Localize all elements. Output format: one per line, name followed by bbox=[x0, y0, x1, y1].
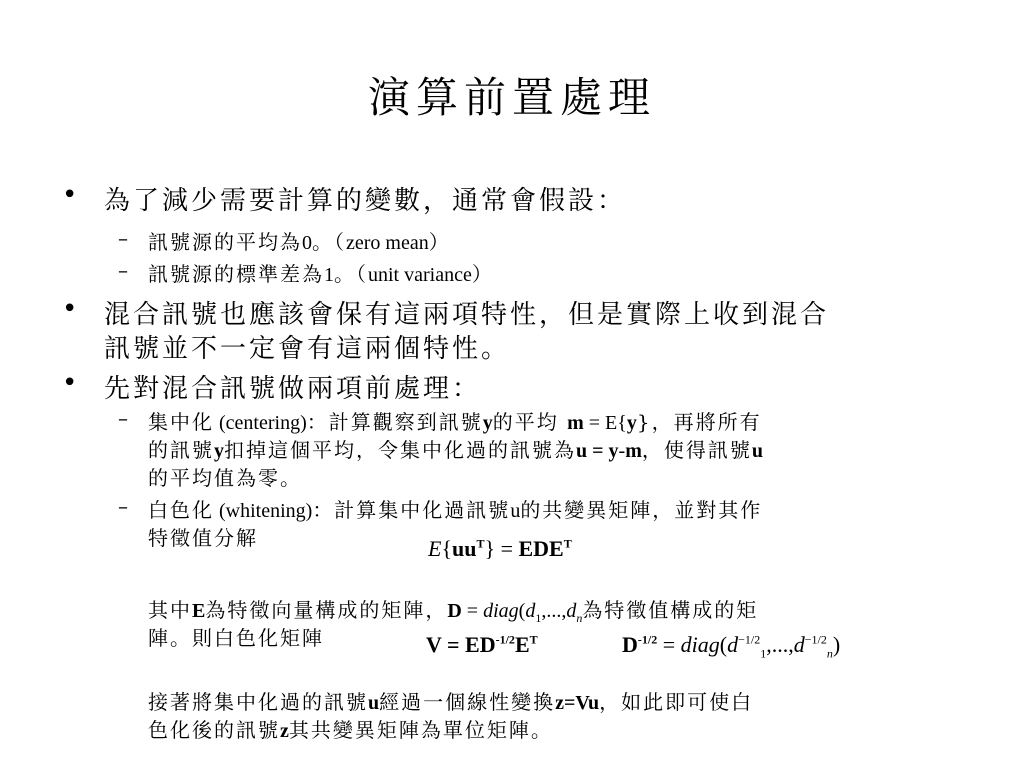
bullet-marker: • bbox=[62, 368, 78, 398]
dash-marker: – bbox=[118, 406, 128, 430]
bullet-marker: • bbox=[62, 294, 78, 324]
centering-line-2: 的訊號y扣掉這個平均，令集中化過的訊號為u = y-m，使得訊號u bbox=[148, 438, 763, 462]
bullet-1-text: 為了減少需要計算的變數，通常會假設： bbox=[104, 186, 627, 216]
whitening-para-1-line-1: 其中E為特徵向量構成的矩陣，$D = diag(d_1,...,d_n$為特徵值構成的矩 bbox=[148, 598, 759, 625]
dash-marker: – bbox=[118, 258, 128, 282]
bullet-2-line-1: 混合訊號也應該會保有這兩項特性，但是實際上收到混合 bbox=[104, 300, 830, 330]
sub-1-1: 訊號源的平均為0。（zero mean） bbox=[148, 230, 451, 254]
page-title: 演算前置處理 bbox=[367, 73, 656, 122]
centering-line-1: 集中化 (centering)：計算觀察到訊號y的平均 m = E{y}，再將所有 bbox=[148, 410, 762, 434]
dash-marker: – bbox=[118, 494, 128, 518]
bullet-marker: • bbox=[62, 180, 78, 210]
whitening-line-2: 特徵值分解 bbox=[148, 526, 258, 550]
bullet-2-line-2: 訊號並不一定會有這兩個特性。 bbox=[104, 334, 511, 364]
whitening-matrix-equation: $V = ED^{-1/2}E^T$ bbox=[426, 632, 538, 657]
whitening-line-1: 白色化 (whitening)：計算集中化過訊號u的共變異矩陣，並對其作 bbox=[148, 498, 763, 522]
d-power-equation: $D^{-1/2}$ = $diag(d^{-1/2}_1,...,d^{-1/2}_n)$ bbox=[622, 632, 841, 661]
sub-1-2: 訊號源的標準差為1。（unit variance） bbox=[148, 262, 494, 286]
whitening-para-2-line-2: 色化後的訊號z其共變異矩陣為單位矩陣。 bbox=[148, 718, 553, 742]
centering-line-3: 的平均值為零。 bbox=[148, 466, 302, 490]
dash-marker: – bbox=[118, 226, 128, 250]
covariance-equation: $E\{uu^T\} = EDE^T$ bbox=[428, 536, 572, 561]
bullet-3-text: 先對混合訊號做兩項前處理： bbox=[104, 374, 482, 404]
whitening-para-2-line-1: 接著將集中化過的訊號u經過一個線性變換z=Vu，如此即可使白 bbox=[148, 690, 754, 714]
whitening-para-1-line-2: 陣。則白色化矩陣 bbox=[148, 626, 324, 650]
